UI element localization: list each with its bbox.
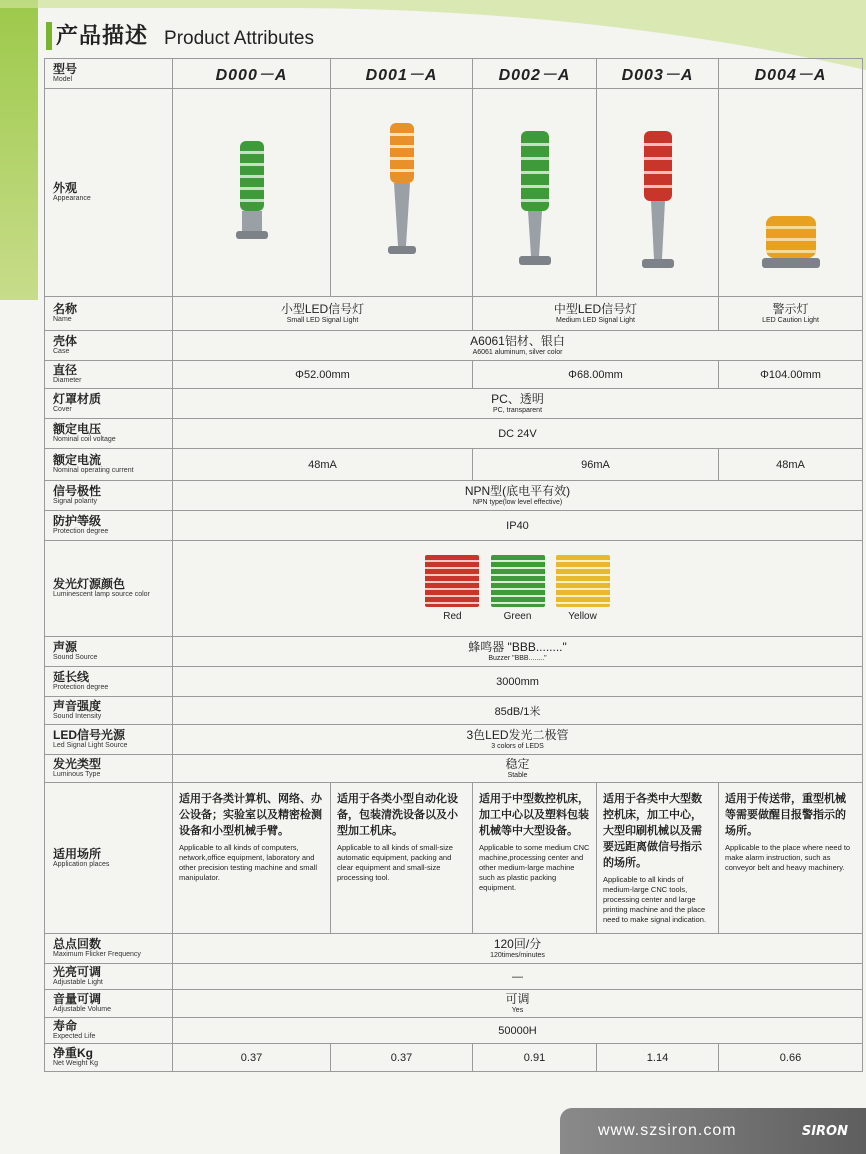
label-led-source: LED信号光源 Led Signal Light Source (45, 725, 173, 755)
table-row (45, 1044, 863, 1072)
yellow-swatch (556, 555, 610, 607)
label-flicker: 总点回数 Maximum Flicker Frequency (45, 934, 173, 964)
table-row (45, 361, 863, 389)
signal-tower-green-icon (232, 136, 272, 246)
footer-banner (560, 1108, 866, 1154)
label-protection: 防护等级 Protection degree (45, 511, 173, 541)
adj-light-value: — (173, 964, 863, 990)
table-row (45, 389, 863, 419)
label-model: 型号 Model (45, 59, 173, 89)
table-row (45, 667, 863, 697)
model-d002a: D002－A (473, 59, 597, 89)
label-adj-volume: 音量可调 Adjustable Volume (45, 990, 173, 1018)
green-label: Green (503, 611, 532, 622)
product-attributes-table (44, 58, 863, 1072)
label-current: 额定电流 Nominal operating current (45, 449, 173, 481)
luminous-value: 稳定 Stable (173, 755, 863, 783)
label-polarity: 信号极性 Signal polarity (45, 481, 173, 511)
title-accent-bar (46, 22, 52, 50)
table-row (45, 990, 863, 1018)
model-d004a: D004－A (719, 59, 863, 89)
table-row (45, 725, 863, 755)
model-d000a: D000－A (173, 59, 331, 89)
weight-d004a: 0.66 (719, 1044, 863, 1072)
case-value: A6061铝材、银白 A6061 aluminum, silver color (173, 331, 863, 361)
table-row (45, 481, 863, 511)
table-row (45, 297, 863, 331)
label-application: 适用场所 Application places (45, 783, 173, 934)
current-medium: 96mA (473, 449, 719, 481)
table-row (45, 697, 863, 725)
weight-d000a: 0.37 (173, 1044, 331, 1072)
label-voltage: 额定电压 Nominal coil voltage (45, 419, 173, 449)
label-cover: 灯罩材质 Cover (45, 389, 173, 419)
table-row (45, 449, 863, 481)
application-d000a: 适用于各类计算机、网络、办公设备；实验室以及精密检测设备和小型机械手臂。 Applicable to all kinds of computers, network,office equipment, laboratory and other precision testing machine and small manipulator. (173, 783, 331, 934)
table-row (45, 755, 863, 783)
label-weight: 净重Kg Net Weight Kg (45, 1044, 173, 1072)
section-title (56, 10, 314, 50)
lamp-image-d000a (173, 89, 331, 297)
lamp-image-d004a (719, 89, 863, 297)
label-diameter: 直径 Diameter (45, 361, 173, 389)
model-d003a: D003－A (597, 59, 719, 89)
label-adj-light: 光亮可调 Adjustable Light (45, 964, 173, 990)
brand-logo: SIRON (801, 1123, 848, 1139)
table-row (45, 89, 863, 297)
signal-tower-red-icon (636, 111, 680, 271)
application-d001a: 适用于各类小型自动化设备，包装清洗设备以及小型加工机床。 Applicable to all kinds of small-size automatic equipment, packing and clear equipment and small-size processing tool. (331, 783, 473, 934)
application-d004a: 适用于传送带，重型机械等需要做醒目报警指示的场所。 Applicable to the place where need to make alarm instruction, such as conveyor belt and heavy machinery. (719, 783, 863, 934)
title-chinese: 产品描述 (56, 24, 149, 49)
table-row (45, 637, 863, 667)
red-swatch (425, 555, 479, 607)
caution-light-amber-icon (756, 106, 826, 276)
lamp-image-d003a (597, 89, 719, 297)
flicker-value: 120回/分 120times/minutes (173, 934, 863, 964)
table-row (45, 419, 863, 449)
adj-volume-value: 可调 Yes (173, 990, 863, 1018)
weight-d001a: 0.37 (331, 1044, 473, 1072)
led-source-value: 3色LED发光二极管 3 colors of LEDS (173, 725, 863, 755)
label-appearance: 外观 Appearance (45, 89, 173, 297)
protection-value: IP40 (173, 511, 863, 541)
label-intensity: 声音强度 Sound Intensity (45, 697, 173, 725)
table-row (45, 964, 863, 990)
intensity-value: 85dB/1米 (173, 697, 863, 725)
lamp-image-d001a (331, 89, 473, 297)
website-link[interactable]: www.szsiron.com (598, 1122, 737, 1139)
current-small: 48mA (173, 449, 473, 481)
label-lamp-color: 发光灯源颜色 Luminescent lamp source color (45, 541, 173, 637)
model-d001a: D001－A (331, 59, 473, 89)
diameter-caution: Φ104.00mm (719, 361, 863, 389)
lamp-color-swatches (173, 541, 863, 637)
yellow-label: Yellow (568, 611, 597, 622)
diameter-medium: Φ68.00mm (473, 361, 719, 389)
life-value: 50000H (173, 1018, 863, 1044)
table-row (45, 541, 863, 637)
label-luminous: 发光类型 Luminous Type (45, 755, 173, 783)
signal-tower-green-medium-icon (513, 111, 557, 271)
green-swatch (491, 555, 545, 607)
application-d003a: 适用于各类中大型数控机床，加工中心，大型印刷机械以及需要远距离做信号指示的场所。 Applicable to all kinds of medium-large CNC tools, processing center and large printing machine and the place need to make signal indication. (597, 783, 719, 934)
table-row (45, 1018, 863, 1044)
signal-tower-orange-icon (382, 121, 422, 261)
table-row (45, 59, 863, 89)
weight-d002a: 0.91 (473, 1044, 597, 1072)
cover-value: PC、透明 PC, transparent (173, 389, 863, 419)
table-row (45, 934, 863, 964)
extension-value: 3000mm (173, 667, 863, 697)
voltage-value: DC 24V (173, 419, 863, 449)
current-caution: 48mA (719, 449, 863, 481)
label-case: 壳体 Case (45, 331, 173, 361)
table-row (45, 783, 863, 934)
table-row (45, 331, 863, 361)
label-name: 名称 Name (45, 297, 173, 331)
label-life: 寿命 Expected Life (45, 1018, 173, 1044)
table-row (45, 511, 863, 541)
label-sound: 声源 Sound Source (45, 637, 173, 667)
diameter-small: Φ52.00mm (173, 361, 473, 389)
name-small: 小型LED信号灯 Small LED Signal Light (173, 297, 473, 331)
application-d002a: 适用于中型数控机床，加工中心以及塑料包装机械等中大型设备。 Applicable to some medium CNC machine,processing center and other medium-large machine such as plastic packing equipment. (473, 783, 597, 934)
red-label: Red (443, 611, 462, 622)
polarity-value: NPN型(底电平有效) NPN type(low level effective) (173, 481, 863, 511)
name-caution: 警示灯 LED Caution Light (719, 297, 863, 331)
sound-value: 蜂鸣器 "BBB........" Buzzer "BBB........" (173, 637, 863, 667)
lamp-image-d002a (473, 89, 597, 297)
name-medium: 中型LED信号灯 Medium LED Signal Light (473, 297, 719, 331)
title-english: Product Attributes (164, 28, 314, 49)
label-extension: 延长线 Protection degree (45, 667, 173, 697)
weight-d003a: 1.14 (597, 1044, 719, 1072)
